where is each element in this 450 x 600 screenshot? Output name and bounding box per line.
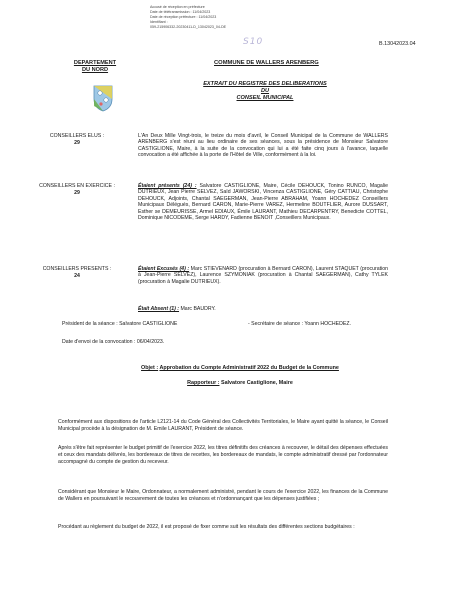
excuses-list: Marc STIEVENARD (procuration à Bernard CARON), Laurent STAQUET (procuration à Jean-Pierre SELVEZ), Laurence SZYMONIAK (procuration à Chantal SAEGERMAN), Cathy TYLEK (procuration à Magalie DUTRIEUX).: [138, 266, 388, 285]
extract-title-line: CONSEIL MUNICIPAL: [236, 95, 294, 101]
label-count: 24: [74, 272, 80, 279]
convocation-date-line: Date d'envoi de la convocation : 06/04/2023.: [62, 339, 165, 345]
rapporteur-label: Rapporteur :: [187, 380, 220, 386]
deliberation-reference: B.13042023.04: [379, 41, 416, 47]
absent-list: Marc BAUDRY.: [180, 306, 216, 312]
stamp-line: Accusé de réception en préfecture: [150, 5, 205, 9]
object-label: Objet :: [141, 365, 159, 371]
excuses-heading: Étaient Excusés (4) :: [138, 266, 190, 272]
secretary-line: - Secrétaire de séance : Yoann HOCHEDEZ.: [248, 321, 351, 327]
extract-title-line: EXTRAIT DU REGISTRE DES DELIBERATIONS DU: [203, 81, 327, 94]
stamp-line: Identifiant :: [150, 20, 168, 24]
label-count: 29: [74, 139, 80, 146]
excuses-paragraph: [138, 266, 388, 285]
presents-list: Salvatore CASTIGLIONE, Maire, Cécile DEHOUCK, Tonino RUNCO, Magalie DUTRIEUX, Jean Pierre SELVEZ, Saïd JAWORSKI, Vincenza CASTIGLIONE, Géry CATTIAU, Christophe DEHOUCK, Adjoints, Chantal SAEGERMAN, Jean-Pierre ABRAHAM, Yoann HOCHEDEZ Conseillers Municipaux Délégués, Bernard CARON, Marie-Pierre VAREZ, Hermeline BOUTFLIER, Aurore DUSSART, Esther se DEMEURISSE, Armel EDIAUX, Émile LAURANT, Mathieu DECARPENTRY, Benedicte COTTEL, Dominique NICODEME, Serge HARDY, Fadienne BENOIT ,Conseillers Municipaux.: [138, 183, 388, 222]
deliberation-object: [110, 365, 370, 371]
commune-title: COMMUNE DE WALLERS ARENBERG: [214, 60, 319, 66]
conseillers-presents-label: [18, 266, 136, 279]
body-paragraph-1: Conformément aux dispositions de l'article L2121-14 du Code Général des Collectivités Territoriales, le Maire ayant quitté la séance, le Conseil Municipal procède à la désignation de M. Emile LAURANT, Président de séance.: [58, 419, 388, 432]
conseillers-elus-label: [22, 133, 132, 146]
stamp-line: 059-215906332-20230411-D_13042023_04-DE: [150, 25, 227, 29]
label-count: 29: [74, 189, 80, 196]
president-line: Président de la séance : Salvatore CASTIGLIONE: [62, 321, 178, 327]
stamp-line: Date de réception préfecture : 11/04/2023: [150, 15, 217, 19]
label-text: CONSEILLERS PRESENTS :: [42, 266, 112, 272]
label-text: CONSEILLERS ELUS :: [49, 133, 105, 139]
presents-paragraph: [138, 183, 388, 221]
body-paragraph-3: Considérant que Monsieur le Maire, Ordonnateur, a normalement administré, pendant le cours de l'exercice 2022, les finances de la Commune de Wallers en poursuivant le recouvrement de toutes les créances et n'ordonnançant que les dépenses justifiées ;: [58, 489, 388, 502]
commune-coat-of-arms-icon: [92, 84, 114, 112]
stamp-line: Date de télétransmission : 11/04/2023: [150, 10, 211, 14]
rapporteur-line: [140, 380, 340, 386]
session-intro: L'An Deux Mille Vingt-trois, le treize du mois d'avril, le Conseil Municipal de la Commune de WALLERS ARENBERG s'est réuni au lieu ordinaire de ses séances, sous la présidence de Monsieur Salvatore CASTIGLIONE, Maire, à la suite de la convocation qui lui a été faite cinq jours à l'avance, laquelle convocation a été affichée à la porte de l'Hôtel de Ville, conformément à la loi.: [138, 133, 388, 159]
absent-paragraph: [138, 306, 388, 312]
presents-heading: Étaient présents (24) :: [138, 183, 197, 189]
extract-title: [200, 81, 330, 102]
department-header: [55, 60, 135, 74]
body-paragraph-2: Après s'être fait représenter le budget primitif de l'exercice 2022, les titres définitifs des créances à recouvrer, le détail des dépenses effectuées et ceux des mandats délivrés, les bordereaux de titres de recettes, les bordereaux de mandats, le compte administratif dressé par l'ordonnateur accompagné du compte de gestion du receveur.: [58, 445, 388, 465]
absent-heading: Était Absent (1) :: [138, 306, 180, 312]
prefecture-receipt-stamp: [150, 5, 260, 30]
department-line: DEPARTEMENT: [73, 60, 117, 66]
object-text: Approbation du Compte Administratif 2022 du Budget de la Commune: [159, 365, 339, 371]
handwritten-mark: S10: [243, 37, 264, 47]
conseillers-exercice-label: [18, 183, 136, 196]
department-line: DU NORD: [81, 67, 109, 73]
label-text: CONSEILLERS EN EXERCICE :: [39, 183, 115, 189]
body-paragraph-4: Procédant au règlement du budget de 2022, il est proposé de fixer comme suit les résultats des différentes sections budgétaires :: [58, 524, 355, 530]
rapporteur-name: Salvatore Castiglione, Maire: [220, 380, 293, 386]
